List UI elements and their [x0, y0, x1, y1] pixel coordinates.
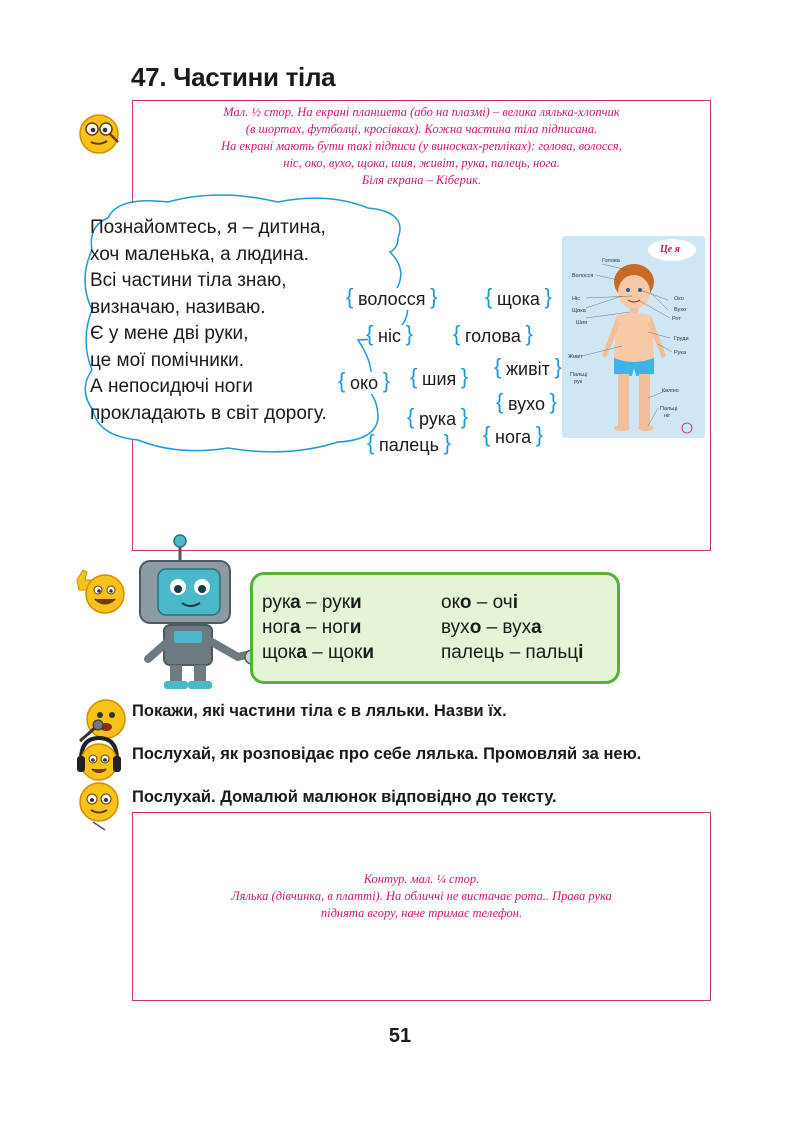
word-tag-volossia: { волосся }: [348, 288, 435, 310]
word-tag-vukho: { вухо }: [498, 393, 555, 415]
word-stem: пальц: [525, 642, 579, 663]
note-line: Мал. ½ стор. На екрані планшета (або на плазмі) – велика лялька-хлопчик: [223, 105, 620, 119]
word-stem: ног: [262, 617, 290, 638]
label-fingers: Пальці: [570, 372, 588, 378]
word-tag-noha: { нога }: [485, 426, 541, 448]
word-stem: вух: [502, 617, 532, 638]
label-eye: Око: [674, 296, 684, 302]
word-ending: о: [469, 617, 482, 638]
word-stem: рук: [321, 592, 351, 613]
note-line: ніс, око, вухо, щока, шия, живіт, рука, палець, нога.: [283, 156, 560, 170]
pair-separator: –: [471, 592, 493, 613]
poem-line: А непосидючі ноги: [90, 376, 253, 397]
word-ending: и: [350, 592, 362, 613]
plural-pair: [262, 590, 374, 615]
pair-separator: –: [300, 592, 322, 613]
thumbs-up-emoji-icon: [73, 566, 127, 616]
word-stem: палець: [441, 642, 505, 663]
listening-emoji-icon: [77, 780, 123, 832]
word-stem: ног: [321, 617, 350, 638]
note-line: піднята вгору, наче тримає телефон.: [320, 906, 523, 920]
word-ending: і: [512, 592, 518, 613]
word-tag-zhyvit: { живіт }: [496, 358, 560, 380]
label-toes-2: ніг: [664, 413, 671, 419]
word-ending: і: [578, 642, 584, 663]
word-ending: а: [296, 642, 307, 663]
word-ending: а: [290, 617, 301, 638]
word-stem: рук: [262, 592, 291, 613]
label-arm: Рука: [674, 350, 687, 356]
word-stem: оч: [492, 592, 513, 613]
poem-line: прокладають в світ дорогу.: [90, 402, 327, 424]
label-knee: Коліно: [662, 388, 679, 394]
word-ending: и: [349, 617, 362, 638]
word-tag-oko: { око }: [340, 372, 388, 394]
note-line: (в шортах, футболці, кросівках). Кожна частина тіла підписана.: [245, 122, 598, 136]
poem-line: це мої помічники.: [90, 349, 245, 371]
label-cheek: Щока: [572, 308, 586, 314]
word-tag-holova: { голова }: [455, 325, 531, 347]
label-neck: Шия: [576, 320, 588, 326]
label-nose: Ніс: [572, 296, 580, 302]
word-tag-shchoka: { щока }: [487, 288, 550, 310]
label-fingers-2: рук: [574, 379, 583, 385]
word-tag-palets: { палець }: [369, 434, 449, 456]
robot-kiberyk-icon: [130, 533, 270, 693]
poem-line: визначаю, називаю.: [90, 296, 266, 318]
word-tag-nis: { ніс }: [368, 325, 411, 347]
word-tag-shyia: { шия }: [412, 368, 466, 390]
pair-separator: –: [300, 617, 322, 638]
plural-pair: [262, 615, 374, 640]
word-ending: а: [290, 592, 301, 613]
lesson-title: 47. Частини тіла: [131, 62, 336, 92]
note-line: Біля екрана – Кіберик.: [361, 173, 482, 187]
word-stem: ок: [441, 592, 460, 613]
pair-separator: –: [504, 642, 526, 663]
word-stem: вух: [441, 617, 470, 638]
label-mouth: Рот: [672, 316, 681, 322]
plural-column-right: [441, 590, 583, 665]
drawing-instructions: [132, 871, 711, 922]
plural-pair: [441, 615, 583, 640]
task-listen-repeat: Послухай, як розповідає про себе лялька. Промовляй за нею.: [132, 745, 642, 763]
poem-line: Познайомтесь, я – дитина,: [90, 217, 326, 238]
poem-line: Всі частини тіла знаю,: [90, 270, 287, 291]
label-head: Голова: [602, 258, 620, 264]
illustration-instructions: [132, 104, 711, 189]
plural-pair: [441, 590, 583, 615]
pair-separator: –: [306, 642, 329, 663]
illustration-title: Це я: [660, 244, 680, 255]
word-ending: и: [362, 642, 375, 663]
plural-column-left: [262, 590, 374, 665]
poem-line: Є у мене дві руки,: [90, 323, 249, 344]
label-toes: Пальці: [660, 406, 678, 412]
page-number: 51: [388, 1025, 412, 1047]
thinking-emoji-icon: [76, 110, 122, 156]
pair-separator: –: [481, 617, 503, 638]
word-ending: а: [531, 617, 542, 638]
word-stem: щок: [328, 642, 363, 663]
word-tag-ruka: { рука }: [409, 408, 466, 430]
word-ending: о: [459, 592, 472, 613]
poem: [90, 215, 327, 427]
note-line: Контур. мал. ¼ стор.: [363, 872, 480, 886]
poem-line: хоч маленька, а людина.: [90, 243, 309, 265]
note-line: На екрані мають бути такі підписи (у виносках-репліках): голова, волосся,: [221, 139, 622, 153]
label-ear: Вухо: [674, 307, 687, 313]
body-parts-illustration: [562, 236, 705, 438]
word-stem: щок: [262, 642, 297, 663]
task-listen-draw: Послухай. Домалюй малюнок відповідно до тексту.: [132, 788, 557, 806]
task-show-body-parts: Покажи, які частини тіла є в ляльки. Назви їх.: [132, 702, 507, 720]
plural-pair: [262, 640, 374, 665]
note-line: Лялька (дівчинка, в платті). На обличчі не вистачає рота.. Права рука: [231, 889, 612, 903]
label-chest: Груди: [674, 336, 689, 342]
label-hair: Волосся: [572, 273, 594, 279]
headphones-emoji-icon: [75, 734, 123, 784]
label-belly: Живіт: [568, 354, 583, 360]
plural-pair: [441, 640, 583, 665]
